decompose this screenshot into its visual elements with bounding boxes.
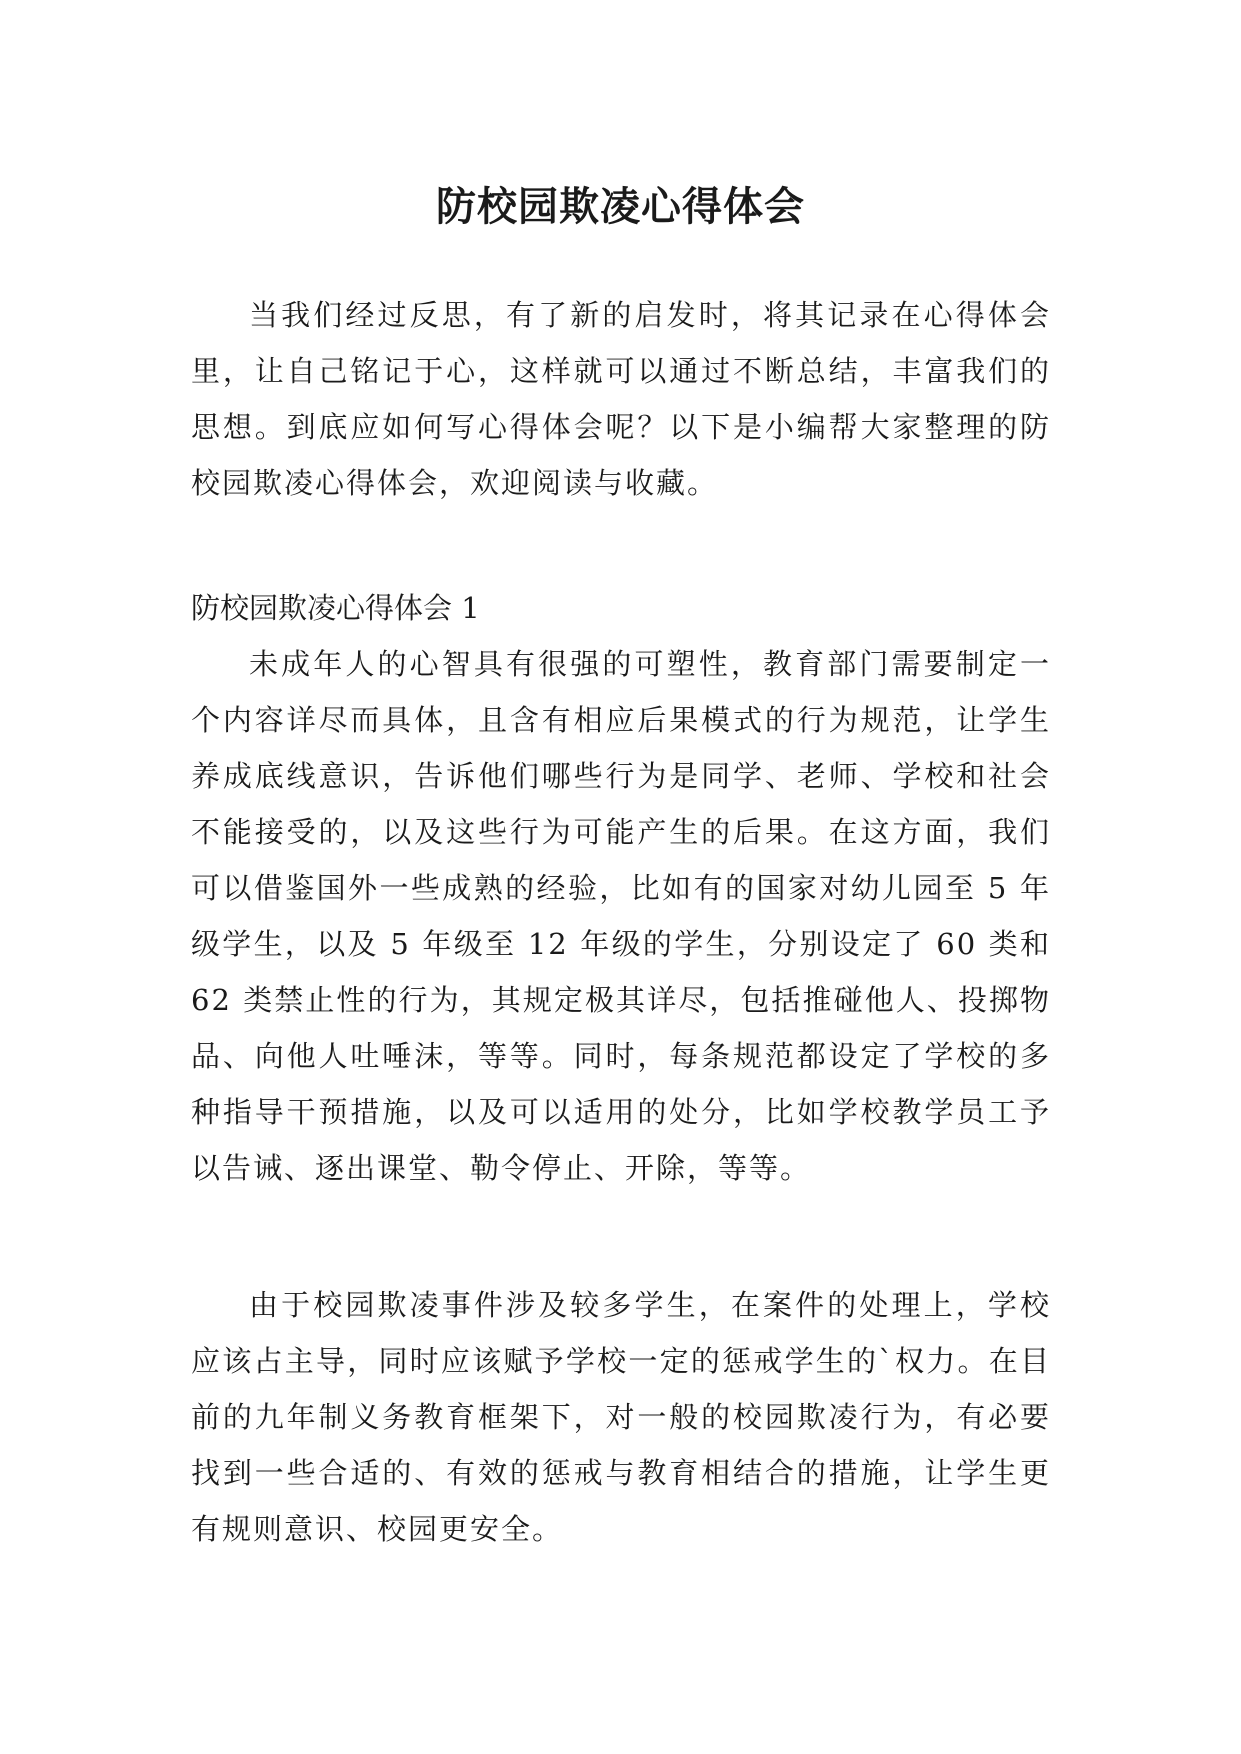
body-paragraph-2: 由于校园欺凌事件涉及较多学生，在案件的处理上，学校应该占主导，同时应该赋予学校一定的惩戒学生的`权力。在目前的九年制义务教育框架下，对一般的校园欺凌行为，有必要找到一些合适的、有效的惩戒与教育相结合的措施，让学生更有规则意识、校园更安全。 xyxy=(191,1288,1051,1546)
body-paragraph-1: 未成年人的心智具有很强的可塑性，教育部门需要制定一个内容详尽而具体，且含有相应后果模式的行为规范，让学生养成底线意识，告诉他们哪些行为是同学、老师、学校和社会不能接受的，以及这些行为可能产生的后果。在这方面，我们可以借鉴国外一些成熟的经验，比如有的国家对幼儿园至 5 年级学生，以及 5 年级至 12 年级的学生，分别设定了 60 类和 62 类禁止性的行为，其规定极其详尽，包括推碰他人、投掷物品、向他人吐唾沫，等等。同时，每条规范都设定了学校的多种指导干预措施，以及可以适用的处分，比如学校教学员工予以告诫、逐出课堂、勒令停止、开除，等等。 xyxy=(191,647,1051,1185)
document-title: 防校园欺凌心得体会 xyxy=(436,182,805,230)
intro-paragraph: 当我们经过反思，有了新的启发时，将其记录在心得体会里，让自己铭记于心，这样就可以通过不断总结，丰富我们的思想。到底应如何写心得体会呢？以下是小编帮大家整理的防校园欺凌心得体会，欢迎阅读与收藏。 xyxy=(191,298,1051,500)
section-heading: 防校园欺凌心得体会 1 xyxy=(191,591,480,625)
